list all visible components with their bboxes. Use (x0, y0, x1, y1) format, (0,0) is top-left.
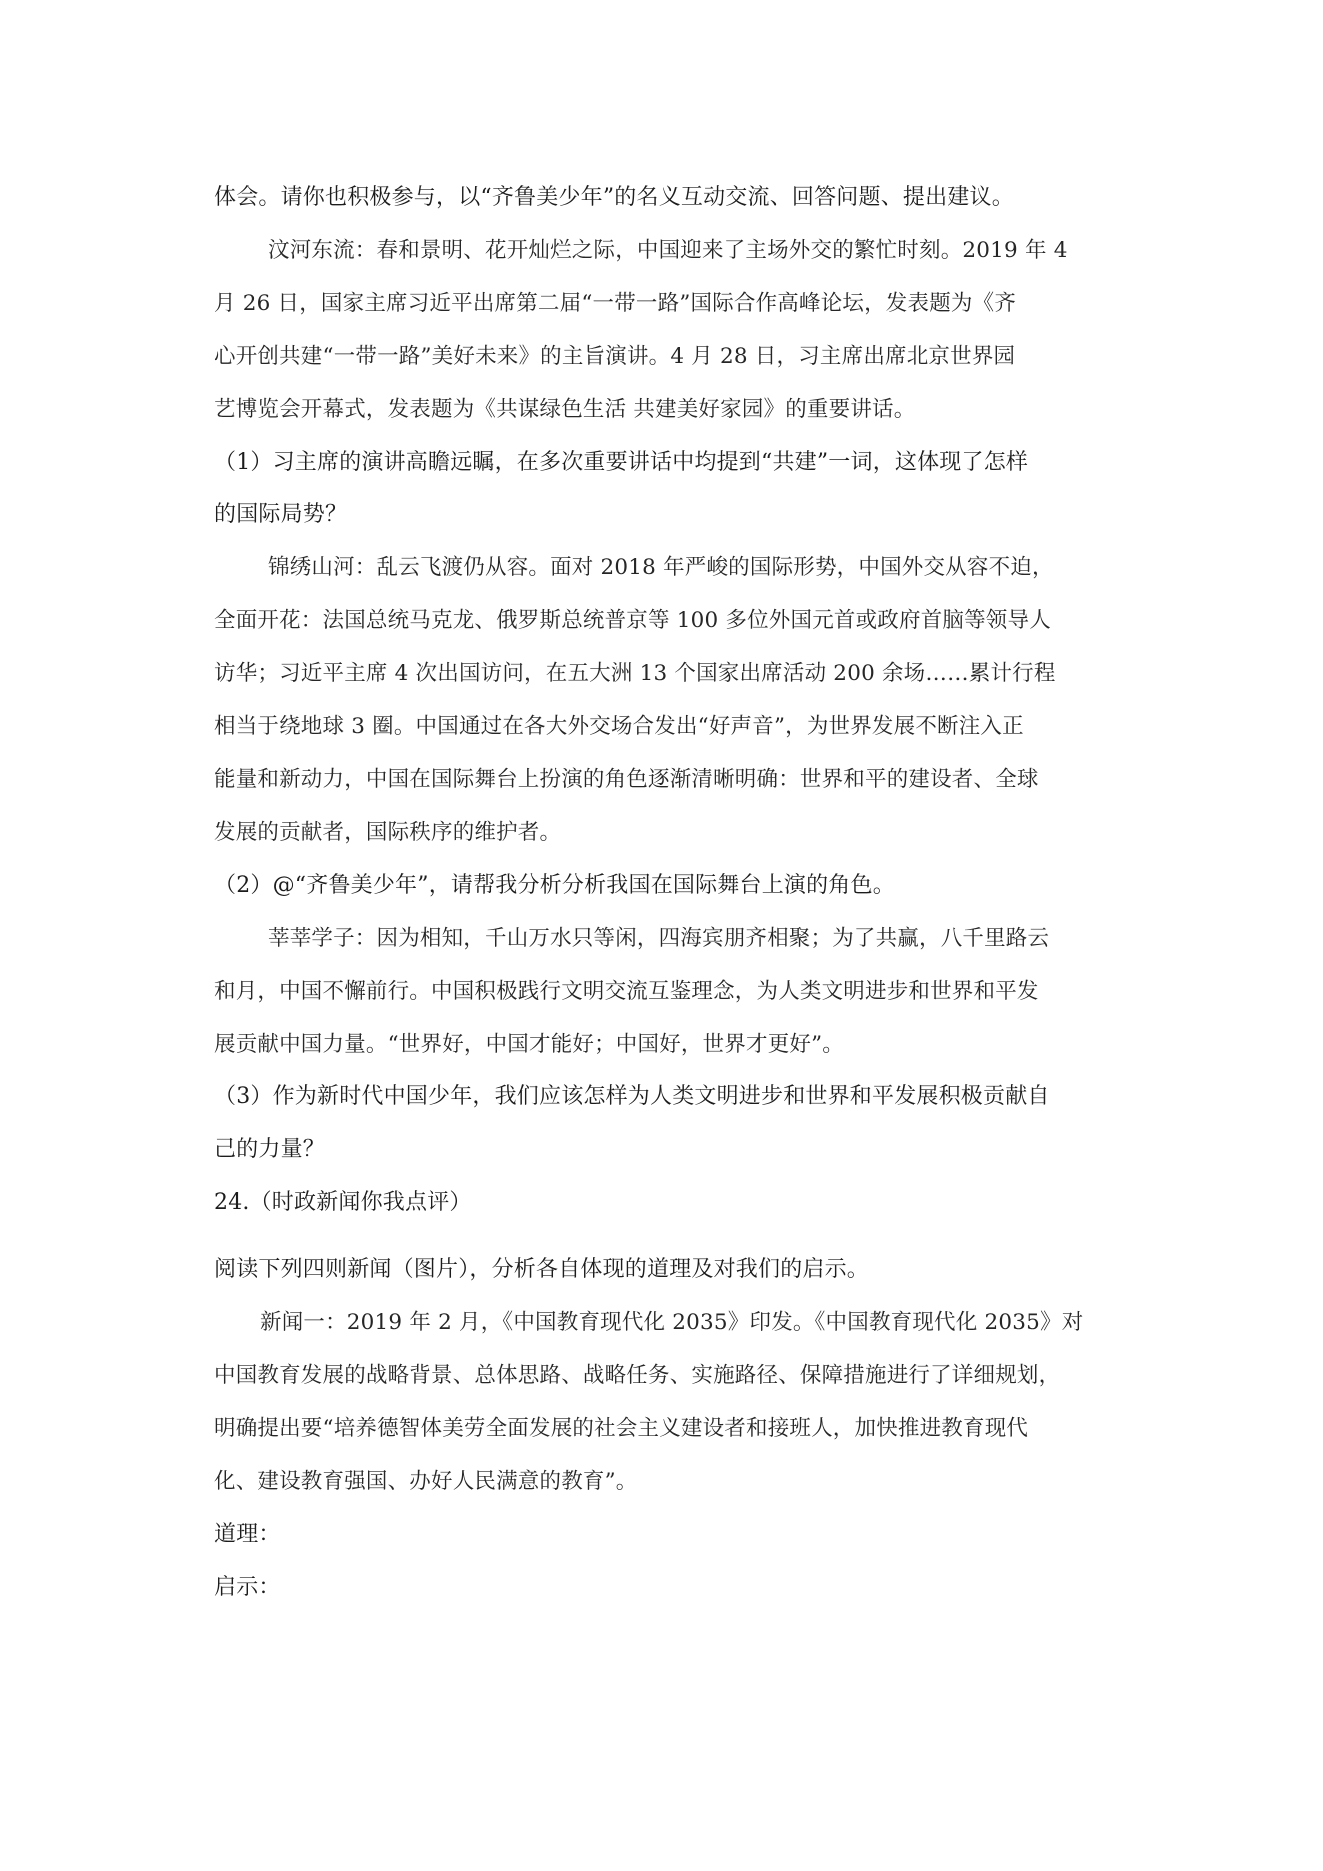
post-line: 心开创共建“一带一路”美好未来》的主旨演讲。4 月 28 日，习主席出席北京世界园 (214, 344, 1016, 369)
post-line: 艺博览会开幕式，发表题为《共谋绿色生活 共建美好家园》的重要讲话。 (214, 397, 916, 422)
question-line: （1）习主席的演讲高瞻远瞩，在多次重要讲话中均提到“共建”一词，这体现了怎样 (214, 450, 1029, 475)
post-line: 锦绣山河：乱云飞渡仍从容。面对 2018 年严峻的国际形势，中国外交从容不迫， (268, 555, 1054, 580)
post-line: 全面开花：法国总统马克龙、俄罗斯总统普京等 100 多位外国元首或政府首脑等领导人 (214, 608, 1051, 633)
question-instruction: 阅读下列四则新闻（图片），分析各自体现的道理及对我们的启示。 (214, 1257, 870, 1282)
post-line: 访华；习近平主席 4 次出国访问，在五大洲 13 个国家出席活动 200 余场……累计行程 (214, 661, 1056, 686)
news-line: 新闻一：2019 年 2 月，《中国教育现代化 2035》印发。《中国教育现代化 2035》对 (260, 1310, 1084, 1335)
question-line: 己的力量？ (214, 1137, 326, 1162)
intro-tail-text: 体会。请你也积极参与，以“齐鲁美少年”的名义互动交流、回答问题、提出建议。 (214, 185, 1014, 210)
question-line: 的国际局势？ (214, 502, 348, 527)
post-line: 和月，中国不懈前行。中国积极践行文明交流互鉴理念，为人类文明进步和世界和平发 (214, 979, 1039, 1004)
news-line: 中国教育发展的战略背景、总体思路、战略任务、实施路径、保障措施进行了详细规划， (214, 1363, 1061, 1388)
news-line: 明确提出要“培养德智体美劳全面发展的社会主义建设者和接班人，加快推进教育现代 (214, 1416, 1029, 1441)
post-line: 展贡献中国力量。“世界好，中国才能好；中国好，世界才更好”。 (214, 1032, 844, 1057)
reason-label: 道理： (214, 1522, 281, 1547)
post-line: 汶河东流：春和景明、花开灿烂之际，中国迎来了主场外交的繁忙时刻。2019 年 4 (268, 238, 1068, 263)
post-line: 月 26 日，国家主席习近平出席第二届“一带一路”国际合作高峰论坛，发表题为《齐 (214, 291, 1017, 316)
insight-label: 启示： (214, 1575, 281, 1600)
question-line: （2）@“齐鲁美少年”，请帮我分析分析我国在国际舞台上演的角色。 (214, 873, 895, 898)
news-line: 化、建设教育强国、办好人民满意的教育”。 (214, 1469, 638, 1494)
post-line: 能量和新动力，中国在国际舞台上扮演的角色逐渐清晰明确：世界和平的建设者、全球 (214, 767, 1039, 792)
question-title: 24.（时政新闻你我点评） (214, 1190, 472, 1215)
question-line: （3）作为新时代中国少年，我们应该怎样为人类文明进步和世界和平发展积极贡献自 (214, 1084, 1050, 1109)
post-line: 莘莘学子：因为相知，千山万水只等闲，四海宾朋齐相聚；为了共赢，八千里路云 (268, 926, 1050, 951)
post-line: 发展的贡献者，国际秩序的维护者。 (214, 820, 562, 845)
post-line: 相当于绕地球 3 圈。中国通过在各大外交场合发出“好声音”，为世界发展不断注入正 (214, 714, 1024, 739)
